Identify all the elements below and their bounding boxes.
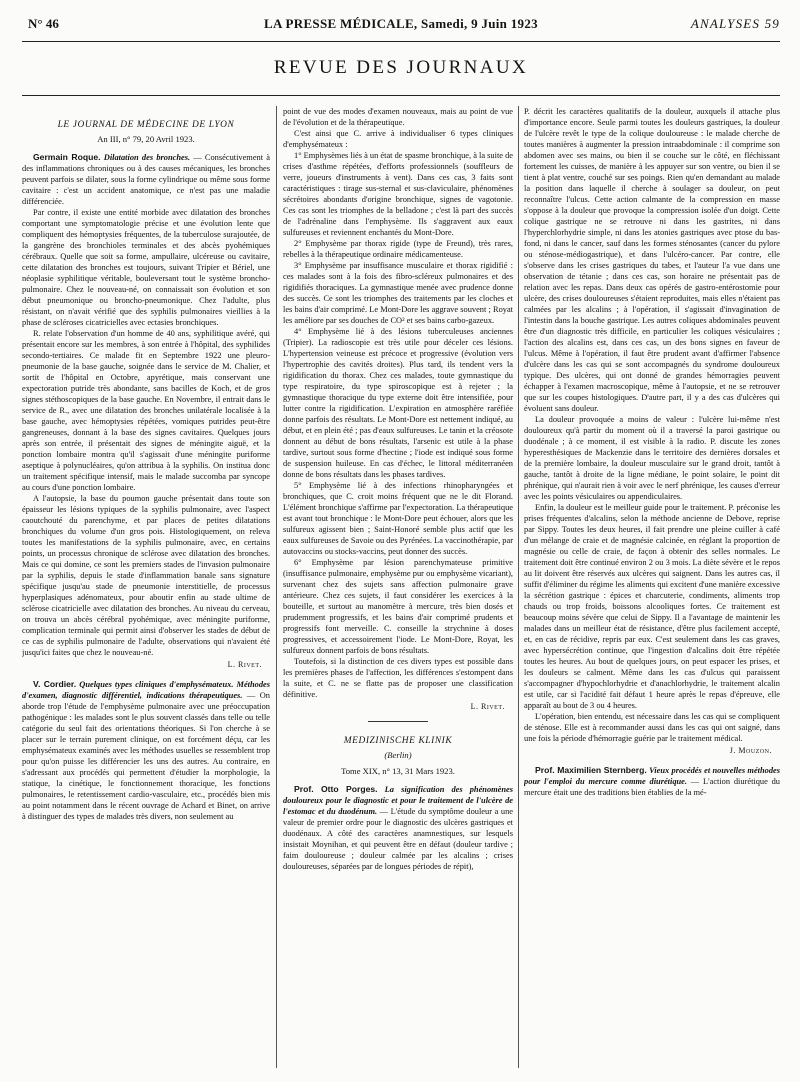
article-text: — L'étude du symptôme douleur a une valeur de premier ordre pour le diagnostic des ulcères gastriques et duodénaux. A côté des caractères anamnestiques, sur lesquels insistait Moynihan, et qui peuvent être en défaut (douleur tardive ; faim douloureuse ; douleur calmée par les alcalins ; crises douloureuses, séparées par de longues périodes de répit), xyxy=(283,807,513,871)
column-3 xyxy=(524,106,780,1072)
header-rule xyxy=(22,41,780,42)
journal-issue: Tome XIX, n° 13, 31 Mars 1923. xyxy=(341,766,455,776)
column-divider-2 xyxy=(518,106,519,1068)
article-paragraph: 6° Emphysème par lésion parenchymateuse primitive (insuffisance pulmonaire, emphysème pur ou emphysème vicariant), survenant chez des sujets sans affection pulmonaire grave antérieure. Chez ces sujets, il faut considérer les exercices à la bouteille, et surtout au manomètre à mercure, très bien dosés et prudemment progressifs, et les bains d'air comprimé prudents et progressifs font merveille. C. conseille la strychnine à doses progressives, et accessoirement l'iode. Le Mont-Dore, Royat, les sulfureux donnent parfois de bons résultats. xyxy=(283,558,513,655)
article-paragraph: point de vue des modes d'examen nouveaux, mais au point de vue de l'évolution et de la thérapeutique. xyxy=(283,107,513,127)
article-paragraph: Toutefois, si la distinction de ces divers types est possible dans les premières phases de l'affection, les différences s'estompent dans la suite, et C. ne se flatte pas de proposer une classification définitive. xyxy=(283,657,513,699)
section-page-label: ANALYSES 59 xyxy=(690,16,780,31)
signature: J. Mouzon. xyxy=(729,746,772,755)
article-text: — On aborde trop l'étude de l'emphysème pulmonaire avec une préoccupation pathogénique : les malades sont le plus souvent classés dans telle ou telle catégorie du seul fait des orientations théoriques. Si l'on cherche à se placer sur le terrain purement clinique, on est forcément déçu, car les emphysémateux examinés avec les méthodes usuelles se ressemblent trop pour qu'on puisse les différencier les uns des autres. Au contraire, en s'adressant aux procédés qui permettent d'étudier la morphologie, la statique, la cinétique, le fonctionnement thoracique, les fonctions pulmonaires, le retentissement cardio-vasculaire, etc., procédés bien mis au point notamment dans le récent ouvrage de Achard et Binet, on arrive à distinguer des types de malades très divers, non seulement au xyxy=(22,691,270,821)
signature: L. Rivet. xyxy=(227,660,262,669)
journal-issue: An III, n° 79, 20 Avril 1923. xyxy=(97,134,195,144)
section-title: REVUE DES JOURNAUX xyxy=(273,57,529,78)
article-paragraph: A l'autopsie, la base du poumon gauche présentait dans toute son épaisseur les lésions typiques de la syphilis pulmonaire, avec l'aspect caoutchouté du parenchyme, et par places de petites dilatations bronchiques du volume d'un gros pois. Histologiquement, on releva toutes les manifestations de la syphilis pulmonaire, avec, en certains points, un processus chronique de sclérose avec dilatation des bronches. Mais ce qui domine, ce sont les premiers stades de l'invasion pulmonaire par la syphilis, depuis le stade d'inflammation banale sans signature spécifique jusqu'au stade de pneumonie interstitielle, de processus hyperplasiques adénomateux, pour aboutir enfin au stade ultime de sclérose cicatricielle avec dilatation des bronches. Au niveau du cerveau, on trouva un abcès cérébral pyohémique, avec méningite puriforme, complication terminale qui permit ainsi d'observer les stades de début de ce cas de syphilis pulmonaire de l'adulte, observations qui n'avaient été jusqu'ici faites que chez le nouveau-né. xyxy=(22,494,270,657)
article-author: Prof. Otto Porges. xyxy=(294,784,378,794)
article-paragraph: Par contre, il existe une entité morbide avec dilatation des bronches comportant une symptomatologie précise et une évolution lente que compliquent des hémoptysies fréquentes, de la tuberculose surajoutée, de la gangrène des bronchioles terminales et des abcès pyohémiques cérébraux. Quelle que soit sa forme, ampullaire, ulcéreuse ou cavitaire, cette dilatation des bronches est toujours, suivant Tripier et Bériel, une néoplasie syphilitique véritable, bouleversant tout le système broncho-pulmonaire. Chez le nouveau-né, on connaissait son évolution et son début pneumonique ou broncho-pneumonique. Chez l'adulte, plus résistant, on n'avait vérifié que des syphilis pulmonaires vieillies à la phase de scléroses cicatricielles avec ectasies bronchiques. xyxy=(22,208,270,327)
column-1 xyxy=(22,106,270,1072)
article-text: — L'action diurétique du mercure était une des traditions bien établies de la mé- xyxy=(524,777,780,797)
journal-heading: MEDIZINISCHE KLINIK xyxy=(343,736,453,746)
title-rule xyxy=(22,95,780,96)
article-paragraph xyxy=(22,679,270,822)
article-title: Dilatation des bronches. xyxy=(103,153,191,162)
journal-title: LA PRESSE MÉDICALE, Samedi, 9 Juin 1923 xyxy=(264,16,538,31)
column-divider-1 xyxy=(276,106,277,1068)
article-author: V. Cordier. xyxy=(33,679,77,689)
article-paragraph: 5° Emphysème lié à des infections rhinopharyngées et bronchiques, que C. croit moins fréquent que ne le dit Florand. L'élément bronchique s'affirme par l'expectoration. La thérapeutique est avant tout bronchique : le Mont-Dore peut échouer, alors que les sulfureux agissent bien ; Saint-Honoré semble plus actif que les eaux sulfureuses de Savoie ou des Pyrénées. La vaccinothérapie, par autovaccins ou stocks-vaccins, peut donner des succès. xyxy=(283,481,513,556)
article-paragraph: C'est ainsi que C. arrive à individualiser 6 types cliniques d'emphysémateux : xyxy=(283,129,513,149)
article-paragraph: La douleur provoquée a moins de valeur : l'ulcère lui-même n'est douloureux qu'à partir du moment où il a traversé la paroi gastrique ou duodénale ; à ce moment, il est visible à la radio. P. discute les zones hyperesthésiques de Mackenzie dans le territoire des dernières dorsales et de la première lombaire, la douleur musculaire sur le grand droit, tantôt à gauche, tantôt à droite de la ligne médiane, le point solaire, le point dit phrénique, qui n'aurait rien à voir avec le nerf phrénique, les causes d'erreur avec les points vésiculaires ou appendiculaires. xyxy=(524,415,780,501)
article-paragraph: P. décrit les caractères qualitatifs de la douleur, auxquels il attache plus d'importance encore. Seule parmi toutes les douleurs gastriques, la douleur de l'ulcère revêt le type de la colique douloureuse : le malade cherche de toutes manières à augmenter la pression intraabdominale : il comprime son abdomen avec ses mains, ou bien il se couche sur le côté, en fléchissant fortement les cuisses, de manière à les appuyer sur son ventre, ou bien il se tient à plat ventre, couché sur ses poings. Rien qu'en demandant au malade la position dans laquelle il cherche à soulager sa douleur, on peut reconnaître l'ulcus. Cette action calmante de la compression en masse s'oppose à la douleur que provoque la compression isolée d'un doigt. Cette colique gastrique ne se retrouve ni dans les gastrites, ni dans l'hyperchlorhydrie simple, ni dans les atonies gastriques avec ptose du bas-fond, ni dans le cancer, sauf dans les formes sténosantes (cancer du pylore ou sténose-médiogastrique), et dans l'ulcéro-cancer. Par contre, elle s'observe dans les crises gastriques du tabes, et l'auteur l'a vue dans une observation de tétanie ; dans ces cas, son horaire ne présentait pas de relation avec les repas. Dans deux cas opérés de gastro-entérostomie pour ulcère, des crises douloureuses s'étaient reproduites, mais elles n'étaient pas calmées par les alcalins ; à l'opération, il s'agissait d'invagination de l'intestin dans la bouche gastrique. Les autres coliques abdominales peuvent être d'un diagnostic très difficile, en particulier les coliques vésiculaires ; l'action des alcalins est, dans ces cas, un des bons signes en faveur de l'ulcus. Même à l'opération, il faut être prudent avant d'affirmer l'absence d'ulcère dans les cas qui se sont accompagnés du syndrome douloureux typique. Des ulcères, qui ont donné de grandes hémorragies peuvent échapper à l'examen macroscopique, même à l'autopsie, et ne se retrouver que sur les coupes histologiques. D'autre part, il y a des cas d'ulcères qui évoluent sans douleur. xyxy=(524,107,780,413)
journal-city: (Berlin) xyxy=(384,750,412,760)
article-paragraph xyxy=(22,152,270,207)
article-paragraph: 3° Emphysème par insuffisance musculaire et thorax rigidifié : ces malades sont à la fois des fibro-scléreux pulmonaires et des rigidifiés thoraciques. La gymnastique menée avec prudence donne des succès. Ce sont les triomphes des traitements par les cloches et les bains d'air comprimé. Le Mont-Dore les aggrave souvent ; Royat les améliore par ses douches de CO² et ses bains carbo-gazeux. xyxy=(283,261,513,325)
article-paragraph: 4° Emphysème lié à des lésions tuberculeuses anciennes (Tripier). La radioscopie est très utile pour déceler ces lésions. L'hypertension veineuse est précoce et progressive (évolution vers l'hypertrophie des cavités droites). Plus tard, ils tendent vers la rigidification du thorax. Chez ces malades, toute gymnastique du type respiratoire, du type spiroscopique est à rejeter ; la gymnastique thoracique du type externe doit être intensifiée, pour lutter contre la rigidification. L'expiration en atmosphère raréfiée donne parfois des résultats. Le Mont-Dore est nettement indiqué, au début, et en plein été ; pas d'eaux sulfureuses. Le tanin et la créosote donnent au début de bons résultats, l'arsenic est utile à la phase tardive, surtout sous forme d'hectine ; l'iode est indiqué sous forme de suspension huileuse. En cas d'échec, le littoral méditerranéen donne de bons résultats dans les phases tardives. xyxy=(283,327,513,479)
column-2 xyxy=(283,106,513,1072)
article-author: Germain Roque. xyxy=(33,152,101,162)
signature: L. Rivet. xyxy=(470,702,505,711)
journal-heading: LE JOURNAL DE MÉDECINE DE LYON xyxy=(57,120,235,130)
running-head xyxy=(20,16,782,38)
article-paragraph: 1° Emphysèmes liés à un état de spasme bronchique, à la suite de crises d'asthme répétées, d'efforts professionnels (souffleurs de verre, joueurs d'instruments à vent). Dans ces cas, 3 faits sont caractéristiques : tirage sus-sternal et sus-claviculaire, phénomènes sécrétoires abondants d'origine bronchique, signes de vagotonie. Ces cas sont les triomphes de la belladone ; c'est là part des succès de l'adrénaline dans l'emphysème. Ils s'aggravent aux eaux sulfureuses et reviennent enchantés du Mont-Dore. xyxy=(283,151,513,237)
article-paragraph: Enfin, la douleur est le meilleur guide pour le traitement. P. préconise les prises fréquentes d'alcalins, selon la méthode ancienne de Debove, reprise par Sippy. Toutes les deux heures, il fait prendre une pleine cuiller à café d'un mélange de craie et de magnésie calcinée, en réglant la proportion de magnésie ou celle de craie, de façon à obtenir des selles normales. Le traitement doit être continué environ 2 ou 3 mois. La diète sévère et le repos au lit doivent être réservés aux ulcères qui saignent. Dans les autres cas, il suffit d'éliminer du régime les aliments qui excitent d'une manière excessive la sécrétion gastrique : épices et charcuterie, condiments, aliments trop chauds ou trop froids, boissons alcooliques fortes. Ce traitement est beaucoup moins sévère que celui de Sippy. Il a l'avantage de maintenir les malades dans un meilleur état de résistance, d'être plus facilement accepté, et, en cas de récidive, repris par eux. C'est seulement dans les cas graves, avec hypersécrétion continue, que l'ingestion d'alcalins doit être répétée toutes les heures. Au bout de quelques jours, on peut espacer les prises, et les douleurs se calment. Même dans les cas d'ulcus qui paraissent s'accompagner d'hypochlorhydrie et d'anachlorhydrie, le traitement alcalin est utile, car si l'acidité fait défaut 1 heure après le repas d'épreuve, elle apparaît au bout de 3 ou 4 heures. xyxy=(524,503,780,710)
article-paragraph: R. relate l'observation d'un homme de 40 ans, syphilitique avéré, qui présentait encore sur les membres, à son entrée à l'hôpital, des syphilides secondo-tertiaires. Ce malade fit en Septembre 1922 une pleuro-pneumonie de la base gauche, soignée dans le service de M. Chalier, et sortit de l'hôpital en Octobre, apyrétique, mais conservant une expectoration putride très abondante, sans bacilles de Koch, et de gros signes stéthoscopiques de la base gauche. En Novembre, il entrait dans le service de R., avec une dilatation des bronches unilatérale localisée à la base gauche, avec hémoptysies répétées, vomiques putrides peut-être gangreneuses, donnant à la base des signes cavitaires. Quelques jours après son entrée, il présentait des signes de méningite aiguë, et la ponction lombaire montra qu'il s'agissait d'une méningite puriforme aseptique à polynucléaires, qu'on attribua à la syphilis. On institua donc un traitement spécifique intensif, mais le malade succomba par syncope au cours d'une ponction lombaire. xyxy=(22,329,270,492)
article-title: Quelques types cliniques d'emphysémateux. Méthodes d'examen, diagnostic différentiel, indications thérapeutiques. xyxy=(22,680,270,700)
article-paragraph: L'opération, bien entendu, est nécessaire dans les cas qui se compliquent de sténose. Elle est à recommander aussi dans les cas qui ont saigné, dans une fois la période d'hémorragie guérie par le traitement médical. xyxy=(524,712,780,743)
page-number: N° 46 xyxy=(28,16,59,31)
article-paragraph xyxy=(283,784,513,872)
article-author: Prof. Maximilien Sternberg. xyxy=(535,765,647,775)
article-paragraph: 2° Emphysème par thorax rigide (type de Freund), très rares, rebelles à la thérapeutique ordinaire médicamenteuse. xyxy=(283,239,513,259)
separator-rule xyxy=(368,721,428,722)
article-paragraph xyxy=(524,765,780,798)
article-text: — Consécutivement à des inflammations chroniques ou à des causes mécaniques, les bronches peuvent parfois se dilater, sous la forme cylindrique ou même sous forme cavitaire : c'est un accident anatomique, ce n'est pas une maladie différenciée. xyxy=(22,153,270,206)
article-title: La signification des phénomènes douloureux pour le diagnostic et pour le traitement de l'ulcère de l'estomac et du duodénum. xyxy=(283,785,513,816)
article-title: Vieux procédés et nouvelles méthodes pour l'emploi du mercure comme diurétique. xyxy=(524,766,780,786)
